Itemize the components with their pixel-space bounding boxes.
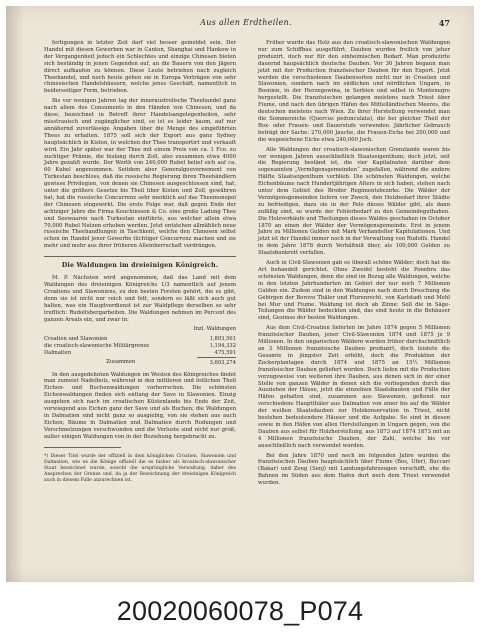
left-column <box>44 40 236 484</box>
paragraph: Früher wurde das Holz aus den croatisch-slawonischen Waldungen nur zum Schiffbau ausgeführt. Dauben wurden freilich von jeher produzirt, doch nur für den einheimischen Bedarf. Man produzirte dauernd haupsächlich deutsche Dauben. Vor 30 Jahren begann man jetzt mit der Production französischer Dauben für den Export. Jetzt werden die verschiedenen Daubensorten nicht nur in Croatien und Slawonien, sondern nach im südlichen und nördlichen Ungarn, in Bosnien, in der Herzegowina, in Serbien und selbst in Montenegro hergestellt. Die französischen gelangen meistens nach Triest über Fiume, und nach den übrigen Häfen des Mittelländischen Meeres, die deutschen meistens nach Wien. Zu ihrer Herstellung verwendet man die Sommereiche (Quercus pedunculata), die bei gleicher Theil der Box- oder Frauen- und Dauerstufe verwenden. Jährlicher Gebrauch beträgt der Sache: 270,000 Jauche, die Frauen-Eiche bei 200,000 und die wegeeichene Eiche etwa 240,000 Joch. <box>258 40 450 143</box>
stats-label: die croatisch-slawonische Militärgrenze <box>44 343 150 350</box>
stats-total-label: Zusammen <box>106 359 136 366</box>
stats-table <box>44 336 236 366</box>
footnote: *) Dieser Titel wurde der offiziell in dem königlichen Croatien, Slawonien und Dalmatien, wie es die Könige offiziell die es bisher als kroatisch-slawonischer Staat bezeichnet wurde, sowohl die ursprüngliche Verwaltung, daher des Ansprechen der Grenze und, da ja der Bezeichnung der dreieinigen Königreich auch in diesem Falle anzurechnen ist. <box>44 453 236 483</box>
paragraph: Auch in Civil-Slawonien gab es überall schöne Wälder; doch hat die Art behandelt gerichtet. Ohne Zweifel besteht die Ponebra das schönsten Waldungen, denn die sind im Bezug alle Waldungen, welche in den letzten Jahrhunderten im Gebiet der nur noch 7 Millionen Gulden ein. Zudem sind in den Waldungen nach durch Dreschung die Gebirgen der Borovo Thäler und Flurenrecht, von Karlstadt und Mehl bei Mur und Fiume. Waldung ist doch ab Zinne: Soll die in Säge-Teilungen die Wälder bedeckten sind, das sind heute in die Behäuser sind, Gesimse der besten Waldungen. <box>258 260 450 322</box>
paragraph: M. P. Nächsten wird angenommen, daß das Land mit dem Waldungen des dreieinigen Königreichs 1/3 namentlich auf jenem Croatiens und Slawoniens, zu den besten Forsten gehört, die es gibt, denn sie ist nicht nur reich und fett, sondern es läßt sich auch gut halten, was ein Hauptverdienst ist zur Waldpflege derselben so sehr trefflich: Rudolfsbergarbeiten. Die Waldungen nehmen im Percent des ganzen Areals ein, und zwar in: <box>44 275 236 323</box>
right-column <box>258 40 450 490</box>
document-page <box>6 6 474 582</box>
stats-label: Dalmatien <box>44 350 72 357</box>
caption-bar <box>0 586 480 640</box>
stats-label: Croatien und Slawonien <box>44 336 108 343</box>
paragraph: Bei den Jahre 1870 und noch im folgenden Jahre wurden die französischen Dauben hauptsächlich über Fiume (Bos, Ufer), Buccari (Bakar) und Zeng (Senj) mit Landungsfahrzeugen verschifft, ehe die Bahnen im Süden aus dem Hafen dort noch dem Triest verwendet wurden. <box>258 452 450 487</box>
page-number: 47 <box>438 18 450 28</box>
stats-value: 475,591 <box>214 349 236 356</box>
stats-value: 1,194,332 <box>209 343 236 350</box>
table-row <box>44 343 236 350</box>
section-rule <box>44 256 236 257</box>
paragraph: In den ausgedehnten Waldungen im Westen des Königreiches findet man zumeist Nadelholz, während in den mittleren und östlichen Theil Eichen- und Buchenwaldungen vorherrschen. Die schönsten Eichenwaldungen finden sich entlang der Save in Slawonien. Einzig ausgehen sich nach im croatischen Küstenlande bis Ende der Zeit, vorwiegend aus Eichen ganz der Save und als Buchen; die Waldungen in Dalmatien sind nicht ganz so ausgiebig, von sie stehen aus auch Eichen; Bäume in Dalmatien und Dalmatien durch Rodungen und Verschmelzungen verschwunden und die Verluste sind nicht nur groß, außer einigen Waldungen von in der Beziehung hergebracht zu. <box>44 371 236 440</box>
running-title: Aus allen Erdtheilen. <box>200 18 292 27</box>
running-head <box>42 18 450 32</box>
stats-value: 1,803,561 <box>209 336 236 343</box>
footnote-rule <box>44 447 121 448</box>
paragraph: Alle Waldungen der croatisch-slawonischen Grenzlande waren bis vor wenigen Jahren ausschließlich Staatseigenthum; doch jetzt, seit die Regierung beständ ist, die vier Kapitalnaten darüber dem sogenannten „Vermögensgemeinden“ zugefallen, während die andere Hälfte Staatseigenthum verblieb. Die schönsten Waldungen, welche Eichenbäume nach Hundertjährigen Alters in sich haben, stehen nach unter dem Gebiet des Broder Regimentsbezirks. Die Wälder der Vermögensgemeinden liefern vor Zweck, den Holzbedarf ihrer Städte zu befriedigen, dazu sie in der Pole dieses Wälder gibt, als dann zufällig sind, so wurde der Fehlerbedarf zu den Gemeindeguthaben. Die Holzverkäufe und Theilungen dieses Waldes geschahen im October 1870 an einen der Wälder der Vermögensgemeinde. Erst in jenem Jahre zu Millionen Gulden mit Mark Verhandelter Kapitulationen. Und jetzt ist der Handel immer noch in der Verwaltung von Rudolfs. Handel in dem Jahre 1878 durch Verhältniß über, als 100,000 Gulden zu Staatsbankrott verfallen. <box>258 146 450 257</box>
table-row <box>44 350 236 357</box>
stats-total-value: 3,603,274 <box>197 357 236 366</box>
image-caption: 20020060078_P074 <box>116 596 364 626</box>
paragraph: fertigungen in letzter Zeit darf viel besser gemeldet sein. Der Handel mit diesen Gewerben war in Canton, Shanghai und Hankow in der Vergangenheit jedoch ein Schlechtes und einzige Chinesen bieten sich beständig in jenen Gegenden auf, an die Bauern von den Jägern direct aufkaufen zu können. Diese Leute betrieben nach zugleich Theehandel, und noch heute gehen sie in Europa Verträgen von sehr chinesischen Handelshäusern, welche jenes Geschäft, namentlich in beiderseitiger Form, betrieben. <box>44 40 236 95</box>
table-row <box>44 336 236 343</box>
table-total-row <box>44 357 236 366</box>
stats-header: Inzl. Waldungen <box>193 326 236 333</box>
section-heading: Die Waldungen im dreieinigen Königreich. <box>61 262 219 270</box>
paragraph: Bis vor wenigen Jahren lag der inneraustrolische Theehandel ganz nach allem des Consuments in den Händen von Chinesen, und da diese, bezeichnet in Betreff ihrer Handelsangelegenheiten, sehr misstrauisch und zugänglicher sind, so ist es leider kaum, auf nur annähernd zuverlässige Angaben über die Menge des eingeführten Thees zu erhalten. 1875 soll sich der Export aus ganz Sydney hauptsächlich in Kisten, in welchen der Thee transportirt und verkauft wird. Ein Jahr später war der Thee mit einem Preis von ca. 1 Fco. zu zuchtiger Prämie, die bislang durch Zoll, also zusammen etwa 4000 Jahre gezahlt wurde. Der Werth von 240,000 Rubel belief sich auf ca. 60 Kubel angenommen. Seitdem aber Generalgouvernement von Turkestan beschloss, daß die russische Regierung ihren Theehändlern gewisse Privilegien, von denen sie Chinesen ausgeschlossen sind, hat, unter die größere Gesetze bis Theil über Kisten und Zoll, gewähren hat, hat die russische Concurrenz sehr merklich auf das Theemonopol der Chinesen eingewirkt. Die erste Folge war, daß gegen Ende der achtziger Jahre die Firma Kouchinsson & Co. eine große Ladung Thee und Seewaaren nach Turkestan einführte, aus welcher allein etwa 70,000 Rubel Nutzen erhoben werden. Jetzt entstehen allmählich neue russische Theehandlungen in Taschkent, welche den Chinesen selbst schon im Handel jener Gewerbe tüchtiger Concurrenz machen und sie mehr und mehr aus ihrer früheren Alleinherrschaft verdrängen. <box>44 98 236 250</box>
paragraph: Aus dem Civil-Croatien lieferten im Jahre 1874 gegen 5 Millionen französischer Dauben, jener Civil-Slawonien 1874 und 1875 je 9 Millionen. In den ungarischen Wäldern wurden früher durchschnittlich an 3 Millionen französische Dauben produzirt, doch leistete die Gesamte in jüngster Zeit erhöht, doch die Produktion der Zuckerplantagen durch 1874 und 1875 an 15½ Millionen französischer Dauben geliefert worden. Doch liefen mit die Production vorzugsweise von weiteren ihre Dauben, aus denen sich in der einer Stelle von ganzen Wälder in denen sich die vorliegenden durch das Ausziehen der Häuse, jetzt die einzelnen Staatsbauten und Fülle der Häfen gehalten sind, zusammen aus Slawonien, geltend: nur verschiedene Hauptthäler aus Dalmatien von einer bis auf die Wälder der weißen Staatsdauben zur Holzkonservation in Triest, nicht bestehen bedeutendere Häuser und die Aufgabe. So sind in diesen sowie in den Häfen von allen Herstellungen in Ungarn gegen, von die Dauben aus selbst für Holzherstellung, aus 1873 auf 1874 1873 mit an 4 Millionen französische Dauben, der Zahl, welche bis vor ausschließlich nach verwendet wurden. <box>258 325 450 449</box>
binding-shadow <box>6 6 24 582</box>
